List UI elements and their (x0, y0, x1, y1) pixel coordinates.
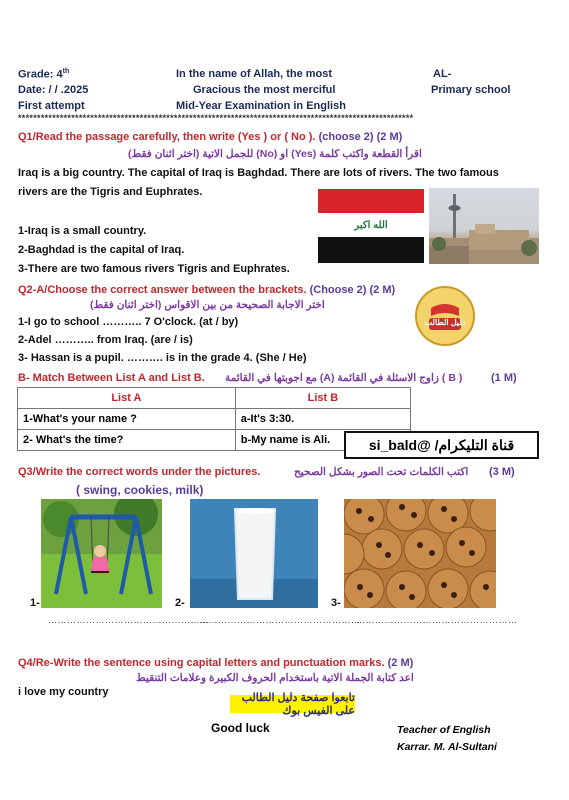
answer-blank-1[interactable]: …………………………………………… (48, 615, 210, 625)
list-a-cell: 1-What's your name ? (18, 409, 236, 430)
list-a-header: List A (18, 388, 236, 409)
baghdad-city-image (429, 188, 539, 264)
q2a-item-1: 1-I go to school ……….. 7 O'clock. (at / by) (18, 316, 239, 328)
grade-label: Grade: 4th (18, 68, 70, 81)
flag-takbir: الله اكبر (318, 213, 424, 237)
facebook-page-banner[interactable]: تابعوا صفحة دليل الطالب على الفيس بوك (230, 695, 355, 713)
picture-label-3: 3- (331, 597, 341, 609)
q4-sentence: i love my country (18, 686, 109, 698)
q1-arabic: اقرأ القطعة واكتب كلمة (Yes) او (No) للجمل الاتية (اختر اثنان فقط) (128, 148, 422, 160)
iraq-flag-image (318, 189, 424, 263)
school-label: Primary school (431, 84, 511, 96)
list-b-header: List B (235, 388, 410, 409)
q1-item-3: 3-There are two famous rivers Tigris and Euphrates. (18, 263, 290, 275)
picture-label-2: 2- (175, 597, 185, 609)
q3-title: Q3/Write the correct words under the pictures. (18, 466, 261, 478)
q2b-arabic: ( B ) زاوج الاسئلة في القائمة (A) مع اجوبتها في القائمة (225, 372, 463, 384)
list-b-cell: b-My name is Ali. (235, 430, 410, 451)
q2a-item-3: 3- Hassan is a pupil. ………. is in the grade 4. (She / He) (18, 352, 307, 364)
picture-label-1: 1- (30, 597, 40, 609)
q4-arabic: اعد كتابة الجملة الاتية باستخدام الحروف الكبيرة وعلامات التنقيط (136, 672, 414, 684)
q1-title: Q1/Read the passage carefully, then write (Yes ) or ( No ). (choose 2) (2 M) (18, 131, 403, 143)
q1-item-1: 1-Iraq is a small country. (18, 225, 147, 237)
teacher-title: Teacher of English (397, 724, 491, 736)
good-luck-text: Good luck (211, 721, 270, 735)
q2a-item-2: 2-Adel ……….. from Iraq. (are / is) (18, 334, 193, 346)
cookies-picture (344, 499, 496, 608)
teacher-name: Karrar. M. Al-Sultani (397, 741, 497, 753)
q1-passage-line2: rivers are the Tigris and Euphrates. (18, 186, 203, 198)
q3-arabic: اكتب الكلمات تحت الصور بشكل الصحيح (294, 466, 469, 478)
answer-blank-3[interactable]: …………………………………………… (356, 615, 518, 625)
q3-word-bank: ( swing, cookies, milk) (76, 483, 204, 497)
milk-picture (190, 499, 318, 608)
answer-blank-2[interactable]: …………………………………………… (199, 615, 361, 625)
q3-points: (3 M) (489, 466, 515, 478)
basmala-line1: In the name of Allah, the most (176, 68, 333, 80)
q1-item-2: 2-Baghdad is the capital of Iraq. (18, 244, 185, 256)
separator-line: ******************************************************************************************************** (18, 113, 414, 123)
q2b-points: (1 M) (491, 372, 517, 384)
q2b-title: B- Match Between List A and List B. (18, 372, 205, 384)
q4-title: Q4/Re-Write the sentence using capital letters and punctuation marks. (2 M) (18, 657, 414, 669)
telegram-channel-banner[interactable]: قناة التليكرام/ @si_bald (344, 431, 539, 459)
q2a-title: Q2-A/Choose the correct answer between the brackets. (Choose 2) (2 M) (18, 284, 396, 296)
exam-title: Mid-Year Examination in English (176, 100, 346, 112)
student-guide-logo (415, 286, 475, 346)
basmala-line2: Gracious the most merciful (193, 84, 336, 96)
list-a-cell: 2- What's the time? (18, 430, 236, 451)
q2a-arabic: اختر الاجابة الصحيحة من بين الاقواس (اختر اثنان فقط) (90, 299, 325, 311)
attempt-label: First attempt (18, 100, 85, 112)
date-label: Date: / / .2025 (18, 84, 89, 96)
logo-text: دليل الطالب (424, 318, 466, 327)
table-row (18, 409, 411, 430)
swing-picture (41, 499, 162, 608)
q1-passage-line1: Iraq is a big country. The capital of Iraq is Baghdad. There are lots of rivers. The two famous (18, 167, 499, 179)
school-prefix: AL- (433, 68, 452, 80)
list-b-cell: a-It's 3:30. (235, 409, 410, 430)
